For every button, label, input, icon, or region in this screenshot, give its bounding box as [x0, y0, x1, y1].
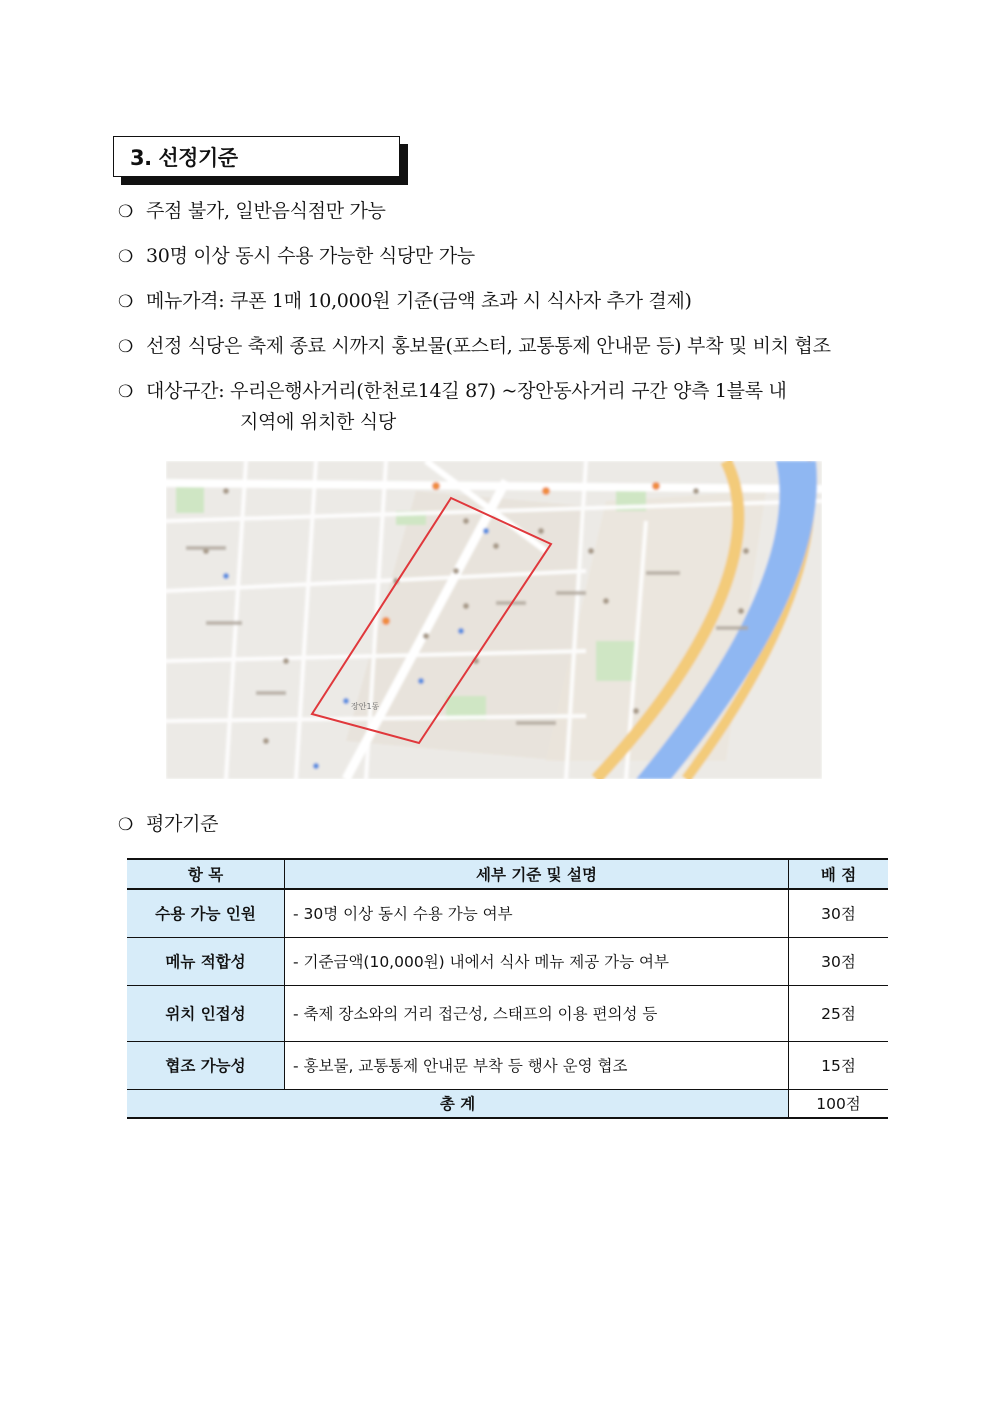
- row-desc: - 기준금액(10,000원) 내에서 식사 메뉴 제공 가능 여부: [285, 937, 789, 985]
- total-label: 총 계: [127, 1089, 789, 1118]
- row-desc: - 30명 이상 동시 수용 가능 여부: [285, 889, 789, 937]
- bullet-mark: ❍: [118, 337, 133, 357]
- bullet-item: [118, 331, 831, 362]
- bullet-item: [118, 376, 787, 437]
- bullet-text-continued: 지역에 위치한 식당: [240, 411, 396, 433]
- bullet-item: [118, 809, 218, 840]
- bullet-mark: ❍: [118, 382, 133, 402]
- table-row: [127, 937, 888, 985]
- bullet-item: [118, 241, 475, 272]
- bullet-item: [118, 286, 692, 317]
- row-desc: - 축제 장소와의 거리 접근성, 스태프의 이용 편의성 등: [285, 985, 789, 1041]
- table-row: [127, 985, 888, 1041]
- header-score: 배 점: [789, 859, 889, 889]
- total-score: 100점: [789, 1089, 889, 1118]
- row-desc: - 홍보물, 교통통제 안내문 부착 등 행사 운영 협조: [285, 1041, 789, 1089]
- row-item: 수용 가능 인원: [127, 889, 285, 937]
- row-score: 25점: [789, 985, 889, 1041]
- bullet-text: 메뉴가격: 쿠폰 1매 10,000원 기준(금액 초과 시 식사자 추가 결제): [146, 290, 692, 312]
- row-item: 메뉴 적합성: [127, 937, 285, 985]
- eval-title: 평가기준: [146, 813, 219, 835]
- heading-box: [113, 136, 400, 177]
- bullet-text: 주점 불가, 일반음식점만 가능: [146, 200, 386, 222]
- header-item: 항 목: [127, 859, 285, 889]
- section-heading: [113, 136, 400, 177]
- map-area-label: 장안1동: [351, 702, 380, 711]
- row-score: 30점: [789, 937, 889, 985]
- table-row: [127, 889, 888, 937]
- bullet-mark: ❍: [118, 202, 133, 222]
- bullet-text: 30명 이상 동시 수용 가능한 식당만 가능: [146, 245, 475, 267]
- bullet-item: [118, 196, 386, 227]
- bullet-mark: ❍: [118, 292, 133, 312]
- row-score: 15점: [789, 1041, 889, 1089]
- row-item: 위치 인접성: [127, 985, 285, 1041]
- bullet-text: 대상구간: 우리은행사거리(한천로14길 87) ~장안동사거리 구간 양측 1블록 내: [146, 380, 787, 402]
- table-row: [127, 1041, 888, 1089]
- row-score: 30점: [789, 889, 889, 937]
- table-total-row: [127, 1089, 888, 1118]
- bullet-text: 선정 식당은 축제 종료 시까지 홍보물(포스터, 교통통제 안내문 등) 부착 및 비치 협조: [146, 335, 831, 357]
- row-item: 협조 가능성: [127, 1041, 285, 1089]
- evaluation-table: [127, 858, 888, 1119]
- area-map: [166, 461, 822, 779]
- section-title: 3. 선정기준: [130, 146, 238, 170]
- bullet-mark: ❍: [118, 247, 133, 267]
- header-desc: 세부 기준 및 설명: [285, 859, 789, 889]
- table-header-row: [127, 859, 888, 889]
- bullet-mark: ❍: [118, 815, 133, 835]
